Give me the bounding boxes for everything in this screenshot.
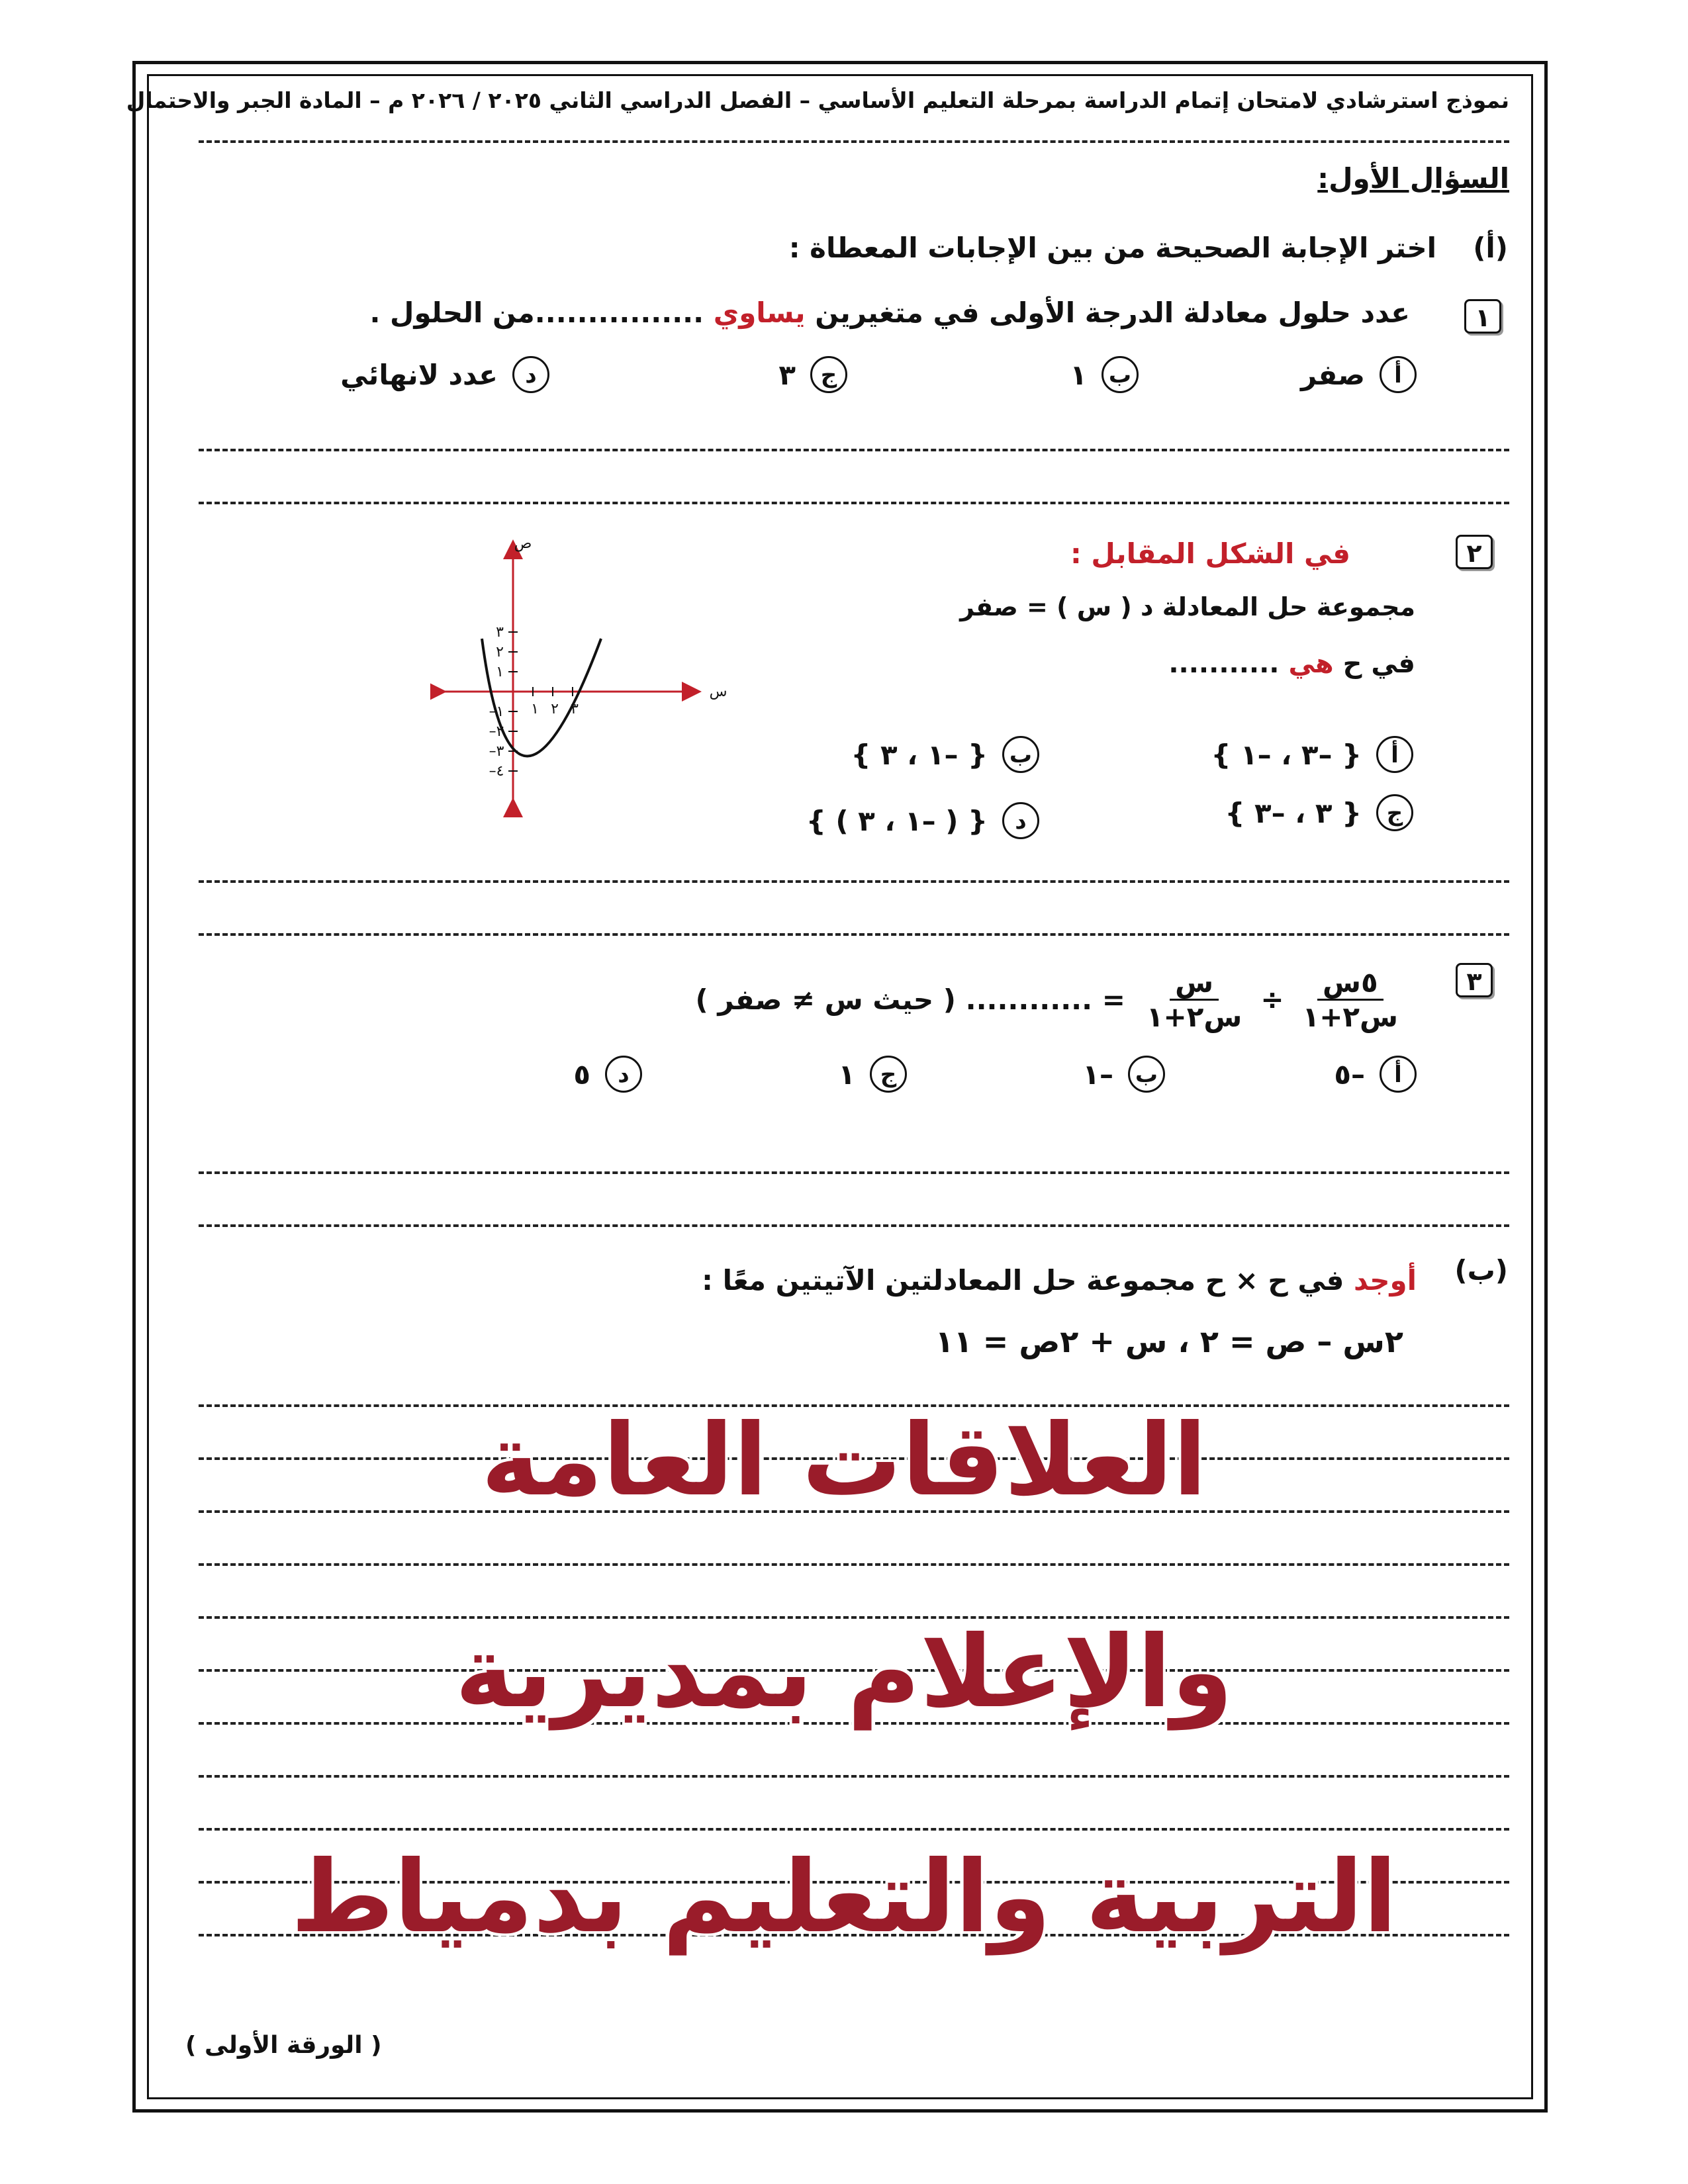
- fraction-numerator: س: [1170, 966, 1219, 1001]
- y-tick-label: ٢: [496, 644, 504, 660]
- item1-stem-red: يساوي: [713, 296, 806, 329]
- item3-option-d[interactable]: [573, 1056, 642, 1093]
- item2-option-b[interactable]: [851, 736, 1039, 773]
- divider: [199, 880, 1509, 883]
- option-letter-circle: أ: [1380, 356, 1417, 393]
- option-text: صفر: [1301, 358, 1365, 391]
- fraction-2: [1141, 966, 1247, 1033]
- fraction-numerator: ٥س: [1317, 966, 1383, 1001]
- parabola-graph: [430, 529, 741, 827]
- option-text: { –١ ، ٣ }: [851, 738, 988, 771]
- option-letter-circle: ج: [870, 1056, 907, 1093]
- item3-expression: [696, 966, 1410, 1033]
- y-tick-label: –٤: [489, 763, 504, 780]
- part-a-instruction: اختر الإجابة الصحيحة من بين الإجابات المعطاة :: [788, 232, 1436, 264]
- item1-stem: [369, 296, 1410, 329]
- x-tick-label: ١: [531, 701, 539, 717]
- answer-line: [199, 1563, 1509, 1566]
- option-letter-circle: ب: [1102, 356, 1139, 393]
- option-letter-circle: ب: [1128, 1056, 1165, 1093]
- item2-line2-a: في ح: [1342, 649, 1415, 679]
- divider: [199, 1171, 1509, 1174]
- item1-stem-b: ................من الحلول .: [369, 296, 704, 329]
- item-number-2: ٢: [1456, 535, 1493, 569]
- watermark-line-2: والإعلام بمديرية: [455, 1615, 1233, 1730]
- option-letter-circle: د: [1002, 802, 1039, 839]
- option-text: –١: [1082, 1058, 1113, 1091]
- option-letter-circle: أ: [1380, 1056, 1417, 1093]
- x-axis-label: س: [709, 684, 727, 700]
- item2-heading: في الشكل المقابل :: [1070, 537, 1350, 570]
- x-tick-label: ٣: [571, 701, 579, 717]
- option-text: ٣: [778, 358, 796, 391]
- option-letter-circle: ج: [1376, 794, 1413, 831]
- item3-rest: = ............ ( حيث س ≠ صفر ): [695, 983, 1125, 1016]
- answer-line: [199, 1775, 1509, 1778]
- item2-line2: [1168, 649, 1415, 679]
- item2-option-d[interactable]: [806, 802, 1039, 839]
- option-text: –٥: [1334, 1058, 1365, 1091]
- part-b-equations: ٢س – ص = ٢ ، س + ٢ص = ١١: [935, 1324, 1403, 1359]
- fraction-1: [1297, 966, 1403, 1033]
- item1-option-d[interactable]: [340, 356, 549, 393]
- item-number-3: ٣: [1456, 963, 1493, 997]
- item2-line1: مجموعة حل المعادلة د ( س ) = صفر: [960, 592, 1415, 621]
- item1-stem-a: عدد حلول معادلة الدرجة الأولى في متغيرين: [815, 296, 1410, 329]
- item2-line2-b: ...........: [1168, 649, 1280, 679]
- exam-header: نموذج استرشادي لامتحان إتمام الدراسة بمرحلة التعليم الأساسي – الفصل الدراسي الثاني ٢٠٢٥ / ٢٠٢٦ م – المادة الجبر والاحتمال: [126, 87, 1509, 113]
- y-tick-label: –١: [489, 704, 504, 720]
- question-title: السؤال الأول:: [1317, 162, 1509, 195]
- watermark-line-3: التربية والتعليم بدمياط: [291, 1840, 1397, 1955]
- option-text: { –٣ ، –١ }: [1211, 738, 1362, 771]
- y-tick-label: ١: [496, 664, 504, 680]
- divider: [199, 1224, 1509, 1227]
- part-b-instruction: [702, 1264, 1417, 1297]
- watermark-line-1: العلاقات العامة: [481, 1403, 1207, 1518]
- part-b-red: أوجد: [1353, 1264, 1417, 1297]
- divider: [199, 502, 1509, 504]
- item3-option-a[interactable]: [1334, 1056, 1417, 1093]
- y-tick-label: ٣: [496, 624, 504, 641]
- option-letter-circle: ب: [1002, 736, 1039, 773]
- divider: [199, 449, 1509, 451]
- item1-option-c[interactable]: [778, 356, 847, 393]
- option-letter-circle: أ: [1376, 736, 1413, 773]
- item2-option-a[interactable]: [1211, 736, 1413, 773]
- item2-line2-red: هي: [1288, 649, 1334, 679]
- item1-option-b[interactable]: [1070, 356, 1139, 393]
- y-tick-label: –٢: [489, 723, 504, 740]
- option-letter-circle: د: [512, 356, 549, 393]
- answer-line: [199, 1828, 1509, 1831]
- option-letter-circle: د: [605, 1056, 642, 1093]
- option-text: عدد لانهائي: [340, 358, 498, 391]
- fraction-denominator: س٢+١: [1146, 1001, 1243, 1033]
- part-a-marker: (أ): [1473, 232, 1508, 264]
- part-b-text: في ح × ح مجموعة حل المعادلتين الآتيتين معًا :: [702, 1264, 1344, 1297]
- option-text: { ( –١ ، ٣ ) }: [806, 804, 988, 837]
- y-tick-label: –٣: [489, 743, 504, 760]
- option-text: ١: [1070, 358, 1087, 391]
- item1-option-a[interactable]: [1301, 356, 1417, 393]
- divide-operator: ÷: [1260, 983, 1284, 1016]
- option-letter-circle: ج: [810, 356, 847, 393]
- fraction-denominator: س٢+١: [1302, 1001, 1398, 1033]
- item3-option-c[interactable]: [838, 1056, 907, 1093]
- item3-option-b[interactable]: [1082, 1056, 1165, 1093]
- item-number-1: ١: [1464, 299, 1501, 334]
- option-text: ١: [838, 1058, 855, 1091]
- part-b-marker: (ب): [1454, 1254, 1508, 1287]
- y-axis-label: ص: [514, 535, 532, 552]
- page-footer: ( الورقة الأولى ): [185, 2032, 382, 2059]
- option-text: ٥: [573, 1058, 590, 1091]
- header-divider: [199, 140, 1509, 143]
- x-tick-label: ٢: [551, 701, 559, 717]
- option-text: { ٣ ، –٣ }: [1225, 796, 1362, 829]
- item2-option-c[interactable]: [1225, 794, 1413, 831]
- divider: [199, 933, 1509, 936]
